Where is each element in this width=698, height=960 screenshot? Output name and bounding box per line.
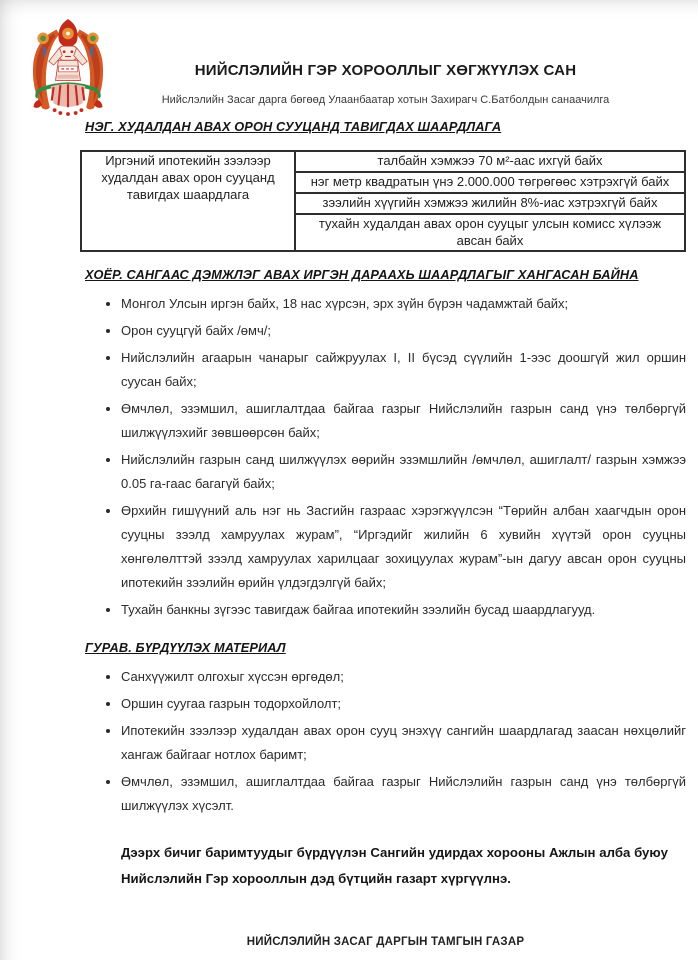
section-two-list bbox=[85, 292, 686, 622]
list-item: • Орон сууцгүй байх /өмч/; bbox=[121, 319, 686, 343]
document-footer bbox=[85, 936, 686, 948]
list-item: • Тухайн банкны зүгээс тавигдаж байгаа ипотекийн зээлийн бусад шаардлагууд. bbox=[121, 598, 686, 622]
closing-paragraph: Дээрх бичиг баримтуудыг бүрдүүлэн Сангийн удирдах хорооны Ажлын алба буюу Нийслэлийн Гэр хорооллын дэд бүтцийн газарт хүргүүлнэ. bbox=[121, 845, 668, 887]
section-two-heading: ХОЁР. САНГААС ДЭМЖЛЭГ АВАХ ИРГЭН ДАРААХЬ ШААРДЛАГЫГ ХАНГАСАН БАЙНА bbox=[85, 267, 639, 283]
document-subtitle: Нийслэлийн Засаг дарга бөгөөд Улаанбаатар хотын Захирагч С.Батболдын санаачилга bbox=[161, 94, 610, 106]
section-three-heading: ГУРАВ. БҮРДҮҮЛЭХ МАТЕРИАЛ bbox=[85, 640, 286, 656]
table-criteria-label-cell: Иргэний ипотекийн зээлээр худалдан авах орон сууцанд тавигдах шаардлага bbox=[81, 151, 295, 251]
table-requirement-cell: талбайн хэмжээ 70 м²-аас ихгүй байх bbox=[295, 151, 685, 172]
document-body bbox=[0, 119, 698, 892]
table-row bbox=[81, 151, 685, 172]
footer-text: НИЙСЛЭЛИЙН ЗАСАГ ДАРГЫН ТАМГЫН ГАЗАР bbox=[246, 936, 525, 948]
section-three-list bbox=[85, 665, 686, 818]
document-header bbox=[0, 0, 698, 107]
list-item: • Нийслэлийн газрын санд шилжүүлэх өөрийн эзэмшлийн /өмчлөл, ашиглалт/ газрын хэмжээ 0.05 га-гаас багагүй байх; bbox=[121, 448, 686, 496]
list-item: • Өмчлөл, эзэмшил, ашиглалтдаа байгаа газрыг Нийслэлийн газрын санд үнэ төлбөргүй шилжүүлэхийг зөвшөөрсөн байх; bbox=[121, 397, 686, 445]
ulaanbaatar-city-emblem-icon bbox=[22, 15, 114, 121]
table-requirement-cell: тухайн худалдан авах орон сууцыг улсын комисс хүлээж авсан байх bbox=[295, 214, 685, 252]
section-one-heading: НЭГ. ХУДАЛДАН АВАХ ОРОН СУУЦАНД ТАВИГДАХ ШААРДЛАГА bbox=[85, 119, 502, 134]
list-item: • Монгол Улсын иргэн байх, 18 нас хүрсэн, эрх зүйн бүрэн чадамжтай байх; bbox=[121, 292, 686, 316]
list-item: • Өмчлөл, эзэмшил, ашиглалтдаа байгаа газрыг Нийслэлийн газрын санд үнэ төлбөргүй шилжүүлэх хүсэлт. bbox=[121, 770, 686, 818]
list-item: • Оршин суугаа газрын тодорхойлолт; bbox=[121, 692, 686, 716]
table-requirement-cell: зээлийн хүүгийн хэмжээ жилийн 8%-иас хэтрэхгүй байх bbox=[295, 193, 685, 214]
list-item: • Ипотекийн зээлээр худалдан авах орон сууц энэхүү сангийн шаардлагад заасан нөхцөлийг хангаж байгааг нотлох баримт; bbox=[121, 719, 686, 767]
list-item: • Нийслэлийн агаарын чанарыг сайжруулах I, II бүсэд сүүлийн 1-ээс доошгүй жил оршин суусан байх; bbox=[121, 346, 686, 394]
emblem-graphic bbox=[22, 15, 114, 121]
requirements-table bbox=[80, 150, 686, 252]
list-item: • Өрхийн гишүүний аль нэг нь Засгийн газраас хэрэгжүүлсэн “Төрийн албан хаагчдын орон сууцны зээлд хамруулах журам”, “Иргэдийг жилийн 6 хувийн хүүтэй орон сууцны хөнгөлөлттэй зээлд хамруулах харилцааг зохицуулах журам”-ын дагуу авсан орон сууцны ипотекийн зээлийн өрийн үлдэгдэлгүй байх; bbox=[121, 499, 686, 595]
table-requirement-cell: нэг метр квадратын үнэ 2.000.000 төгрөгөөс хэтрэхгүй байх bbox=[295, 172, 685, 193]
document-title: НИЙСЛЭЛИЙН ГЭР ХОРООЛЛЫГ ХӨГЖҮҮЛЭХ САН bbox=[194, 62, 577, 79]
list-item: • Санхүүжилт олгохыг хүссэн өргөдөл; bbox=[121, 665, 686, 689]
